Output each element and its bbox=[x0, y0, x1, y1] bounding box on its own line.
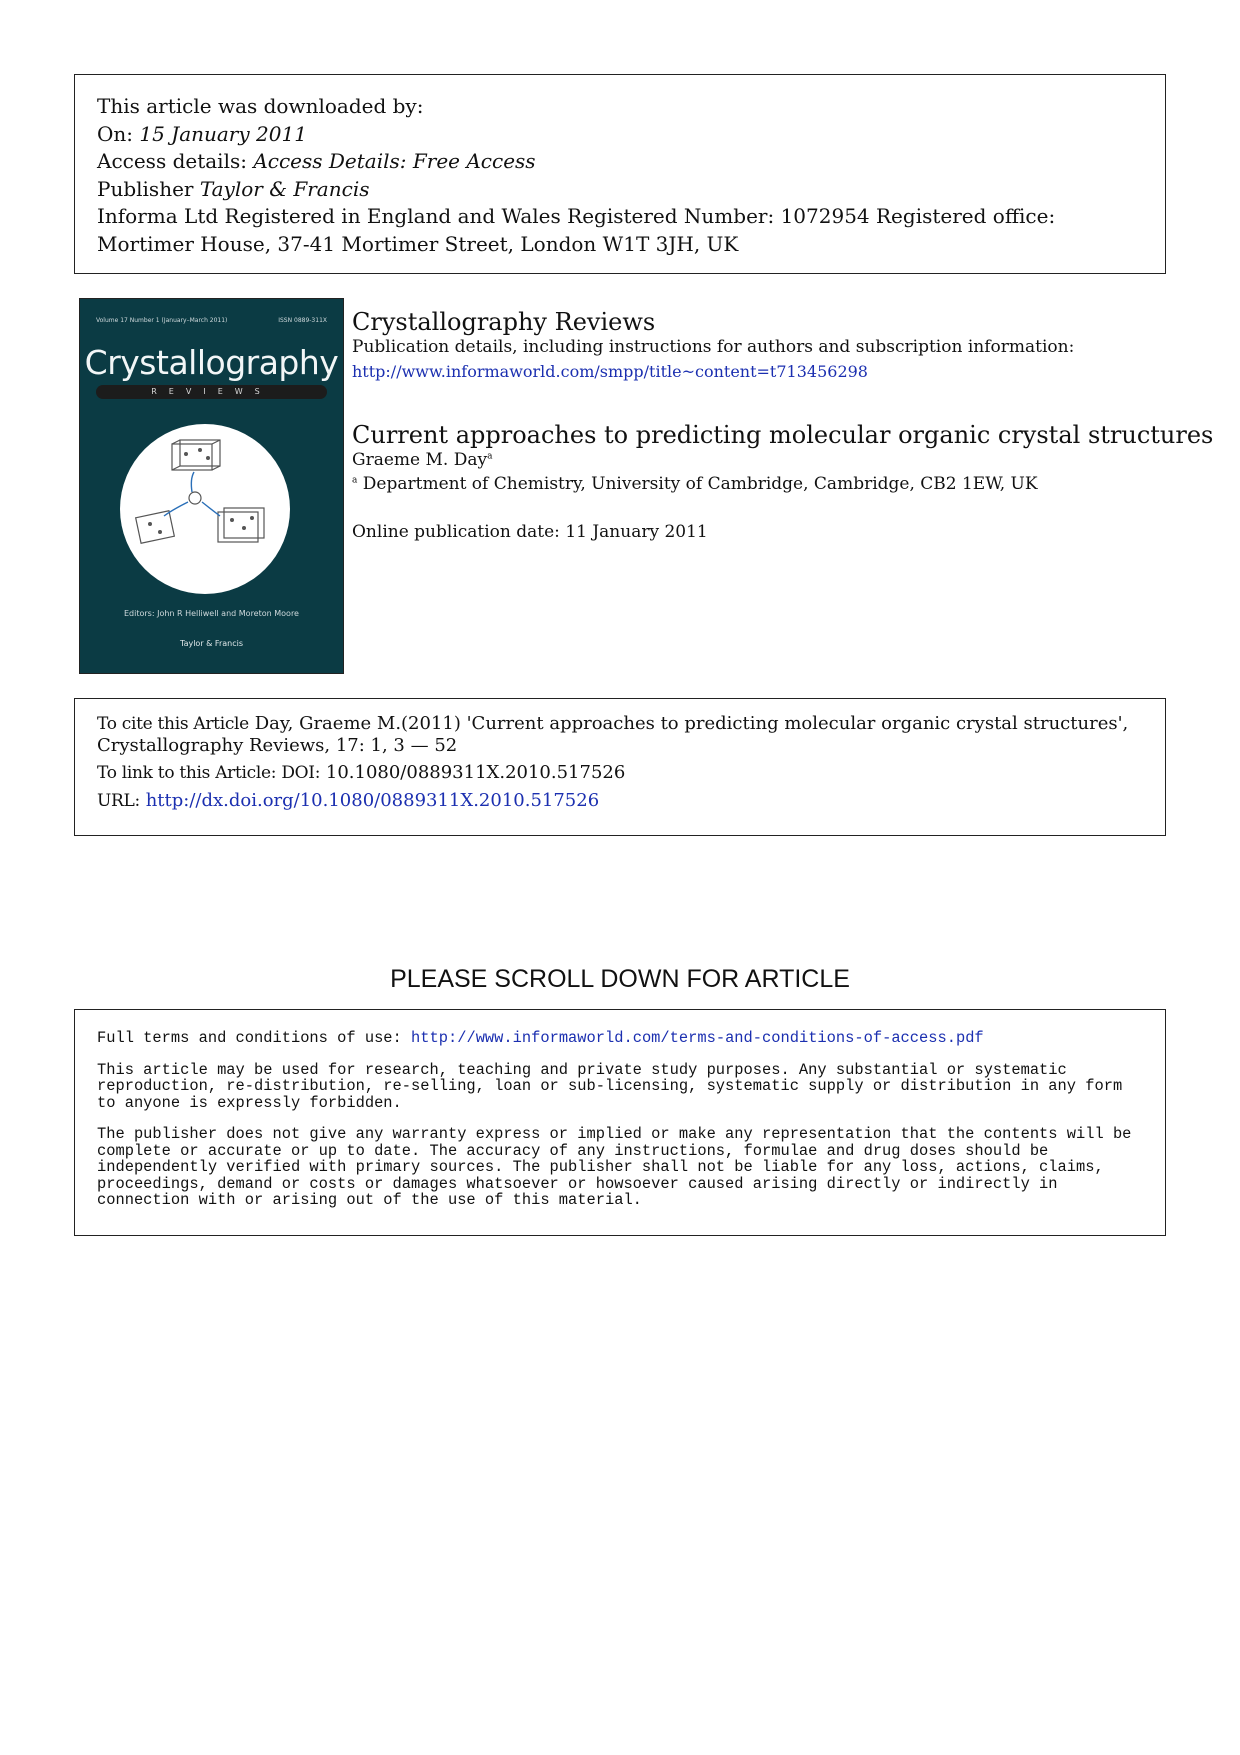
cite-text: Day, Graeme M.(2011) 'Current approaches to predicting molecular organic crystal structures', Crystallography Reviews, 17: 1, 3 — 52 bbox=[97, 713, 1129, 756]
cite-label: To cite this Article bbox=[97, 714, 249, 734]
access-label: Access details: bbox=[97, 149, 247, 173]
usage-paragraph: This article may be used for research, teaching and private study purposes. Any substantial or systematic reproduction, re-distribution, re-selling, loan or sub-licensing, systematic supply or distribution in any form to anyone is expressly forbidden. bbox=[97, 1060, 1123, 1112]
registration-line: Informa Ltd Registered in England and Wales Registered Number: 1072954 Registered office: Mortimer House, 37-41 Mortimer Street, London W1T 3JH, UK bbox=[97, 204, 1056, 256]
article-title: Current approaches to predicting molecular organic crystal structures bbox=[352, 421, 1214, 449]
online-publication-date: Online publication date: 11 January 2011 bbox=[352, 522, 708, 542]
access-value: Access Details: Free Access bbox=[253, 149, 536, 173]
terms-url-link[interactable]: http://www.informaworld.com/terms-and-conditions-of-access.pdf bbox=[411, 1029, 984, 1047]
on-date-line bbox=[97, 121, 1143, 149]
cover-editors: Editors: John R Helliwell and Moreton Moore bbox=[124, 609, 299, 618]
doi-value: 10.1080/0889311X.2010.517526 bbox=[325, 762, 626, 783]
publisher-label: Publisher bbox=[97, 176, 194, 201]
affiliation-line bbox=[352, 474, 1038, 494]
publisher-line bbox=[97, 176, 1143, 204]
terms-label: Full terms and conditions of use: bbox=[97, 1029, 402, 1047]
on-date-value: 15 January 2011 bbox=[139, 121, 307, 146]
url-row bbox=[97, 790, 1143, 812]
on-label: On: bbox=[97, 121, 134, 146]
scroll-down-notice: PLEASE SCROLL DOWN FOR ARTICLE bbox=[390, 965, 850, 993]
journal-cover-image bbox=[79, 298, 344, 674]
publisher-value: Taylor & Francis bbox=[199, 176, 370, 201]
affiliation-marker: a bbox=[352, 475, 358, 486]
downloaded-by-line: This article was downloaded by: bbox=[97, 94, 424, 118]
author-name: Graeme M. Day bbox=[352, 450, 488, 470]
cover-crystal-illustration bbox=[120, 424, 290, 594]
terms-line bbox=[97, 1030, 1143, 1047]
publication-details: Publication details, including instructions for authors and subscription information: bbox=[352, 337, 1075, 357]
author-affiliation-marker: a bbox=[487, 451, 493, 462]
url-label: URL: bbox=[97, 791, 140, 811]
access-details-line bbox=[97, 148, 1143, 176]
cover-issn: ISSN 0889-311X bbox=[278, 317, 327, 324]
cover-publisher-logo: Taylor & Francis bbox=[180, 639, 243, 648]
cover-volume: Volume 17 Number 1 (January–March 2011) bbox=[96, 317, 228, 324]
cover-subtitle-band: REVIEWS bbox=[96, 385, 327, 399]
doi-label: To link to this Article: DOI: bbox=[97, 763, 321, 783]
cover-title: Crystallography bbox=[84, 343, 339, 382]
citation-box bbox=[74, 698, 1166, 836]
terms-box bbox=[74, 1009, 1166, 1236]
affiliation-text: Department of Chemistry, University of Cambridge, Cambridge, CB2 1EW, UK bbox=[362, 474, 1038, 494]
disclaimer-paragraph: The publisher does not give any warranty express or implied or make any representation that the contents will be complete or accurate or up to date. The accuracy of any instructions, formulae and drug doses should be independently verified with primary sources. The publisher shall not be liable for any loss, actions, claims, proceedings, demand or costs or damages whatsoever or howsoever caused arising directly or indirectly in connection with or arising out of the use of this material. bbox=[97, 1125, 1132, 1209]
cite-row bbox=[97, 713, 1143, 756]
doi-url-link[interactable]: http://dx.doi.org/10.1080/0889311X.2010.517526 bbox=[145, 790, 600, 811]
download-info-box bbox=[74, 74, 1166, 274]
author-line bbox=[352, 450, 492, 470]
journal-url-link[interactable]: http://www.informaworld.com/smpp/title~content=t713456298 bbox=[352, 362, 868, 381]
journal-title: Crystallography Reviews bbox=[352, 308, 656, 336]
doi-row bbox=[97, 762, 1143, 784]
crystal-structures-icon bbox=[120, 424, 290, 594]
